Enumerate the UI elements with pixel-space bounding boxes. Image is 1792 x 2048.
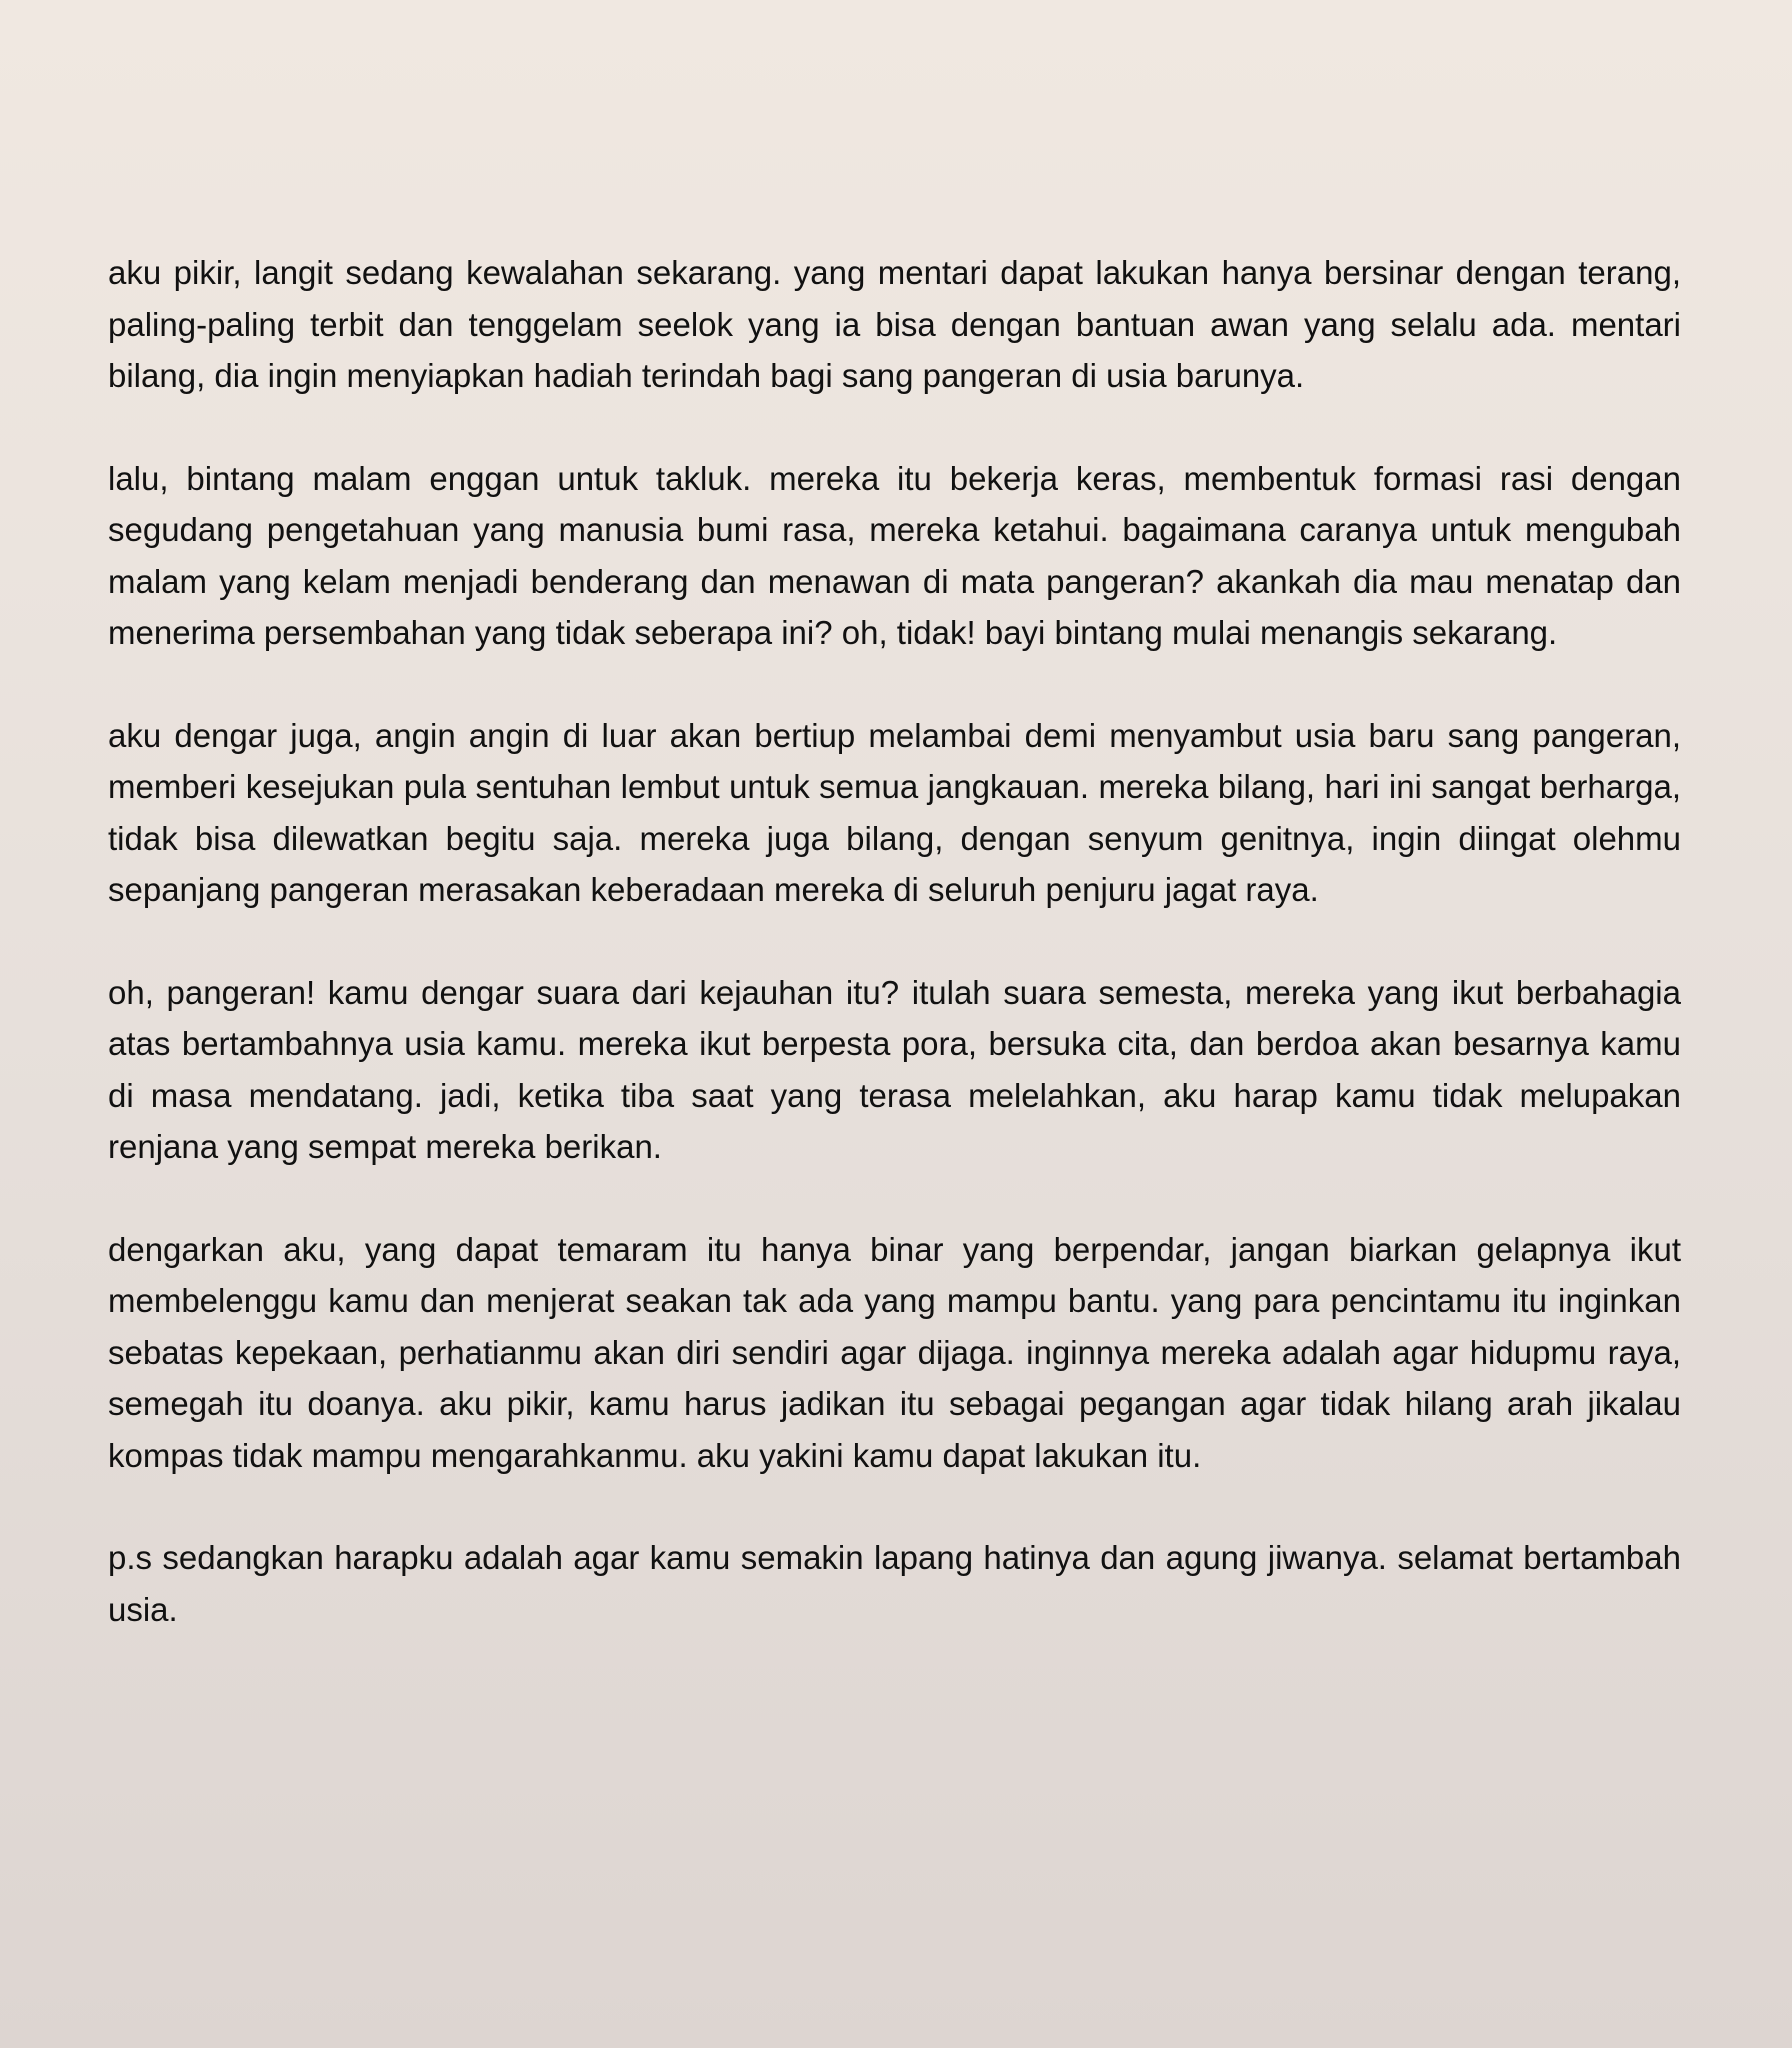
paragraph-postscript: p.s sedangkan harapku adalah agar kamu semakin lapang hatinya dan agung jiwanya. selamat bertambah usia. [108,1539,1681,1628]
paragraph-bintang: lalu, bintang malam enggan untuk takluk. mereka itu bekerja keras, membentuk formasi rasi dengan segudang pengetahuan yang manusia bumi rasa, mereka ketahui. bagaimana caranya untuk mengubah malam yang kelam menjadi benderang dan menawan di mata pangeran? akankah dia mau menatap dan menerima persembahan yang tidak seberapa ini? oh, tidak! bayi bintang mulai menangis sekarang. [108,459,1681,651]
paragraph-dengarkan: dengarkan aku, yang dapat temaram itu hanya binar yang berpendar, jangan biarkan gelapnya ikut membelenggu kamu dan menjerat seakan tak ada yang mampu bantu. yang para pencintamu itu inginkan sebatas kepekaan, perhatianmu akan diri sendiri agar dijaga. inginnya mereka adalah agar hidupmu raya, semegah itu doanya. aku pikir, kamu harus jadikan itu sebagai pegangan agar tidak hilang arah jikalau kompas tidak mampu mengarahkanmu. aku yakini kamu dapat lakukan itu. [108,1230,1681,1474]
letter-body [108,247,1681,1635]
paragraph-angin: aku dengar juga, angin angin di luar akan bertiup melambai demi menyambut usia baru sang pangeran, memberi kesejukan pula sentuhan lembut untuk semua jangkauan. mereka bilang, hari ini sangat berharga, tidak bisa dilewatkan begitu saja. mereka juga bilang, dengan senyum genitnya, ingin diingat olehmu sepanjang pangeran merasakan keberadaan mereka di seluruh penjuru jagat raya. [108,716,1681,908]
paragraph-mentari: aku pikir, langit sedang kewalahan sekarang. yang mentari dapat lakukan hanya bersinar dengan terang, paling-paling terbit dan tenggelam seelok yang ia bisa dengan bantuan awan yang selalu ada. mentari bilang, dia ingin menyiapkan hadiah terindah bagi sang pangeran di usia barunya. [108,254,1681,394]
paragraph-semesta: oh, pangeran! kamu dengar suara dari kejauhan itu? itulah suara semesta, mereka yang ikut berbahagia atas bertambahnya usia kamu. mereka ikut berpesta pora, bersuka cita, dan berdoa akan besarnya kamu di masa mendatang. jadi, ketika tiba saat yang terasa melelahkan, aku harap kamu tidak melupakan renjana yang sempat mereka berikan. [108,973,1681,1165]
